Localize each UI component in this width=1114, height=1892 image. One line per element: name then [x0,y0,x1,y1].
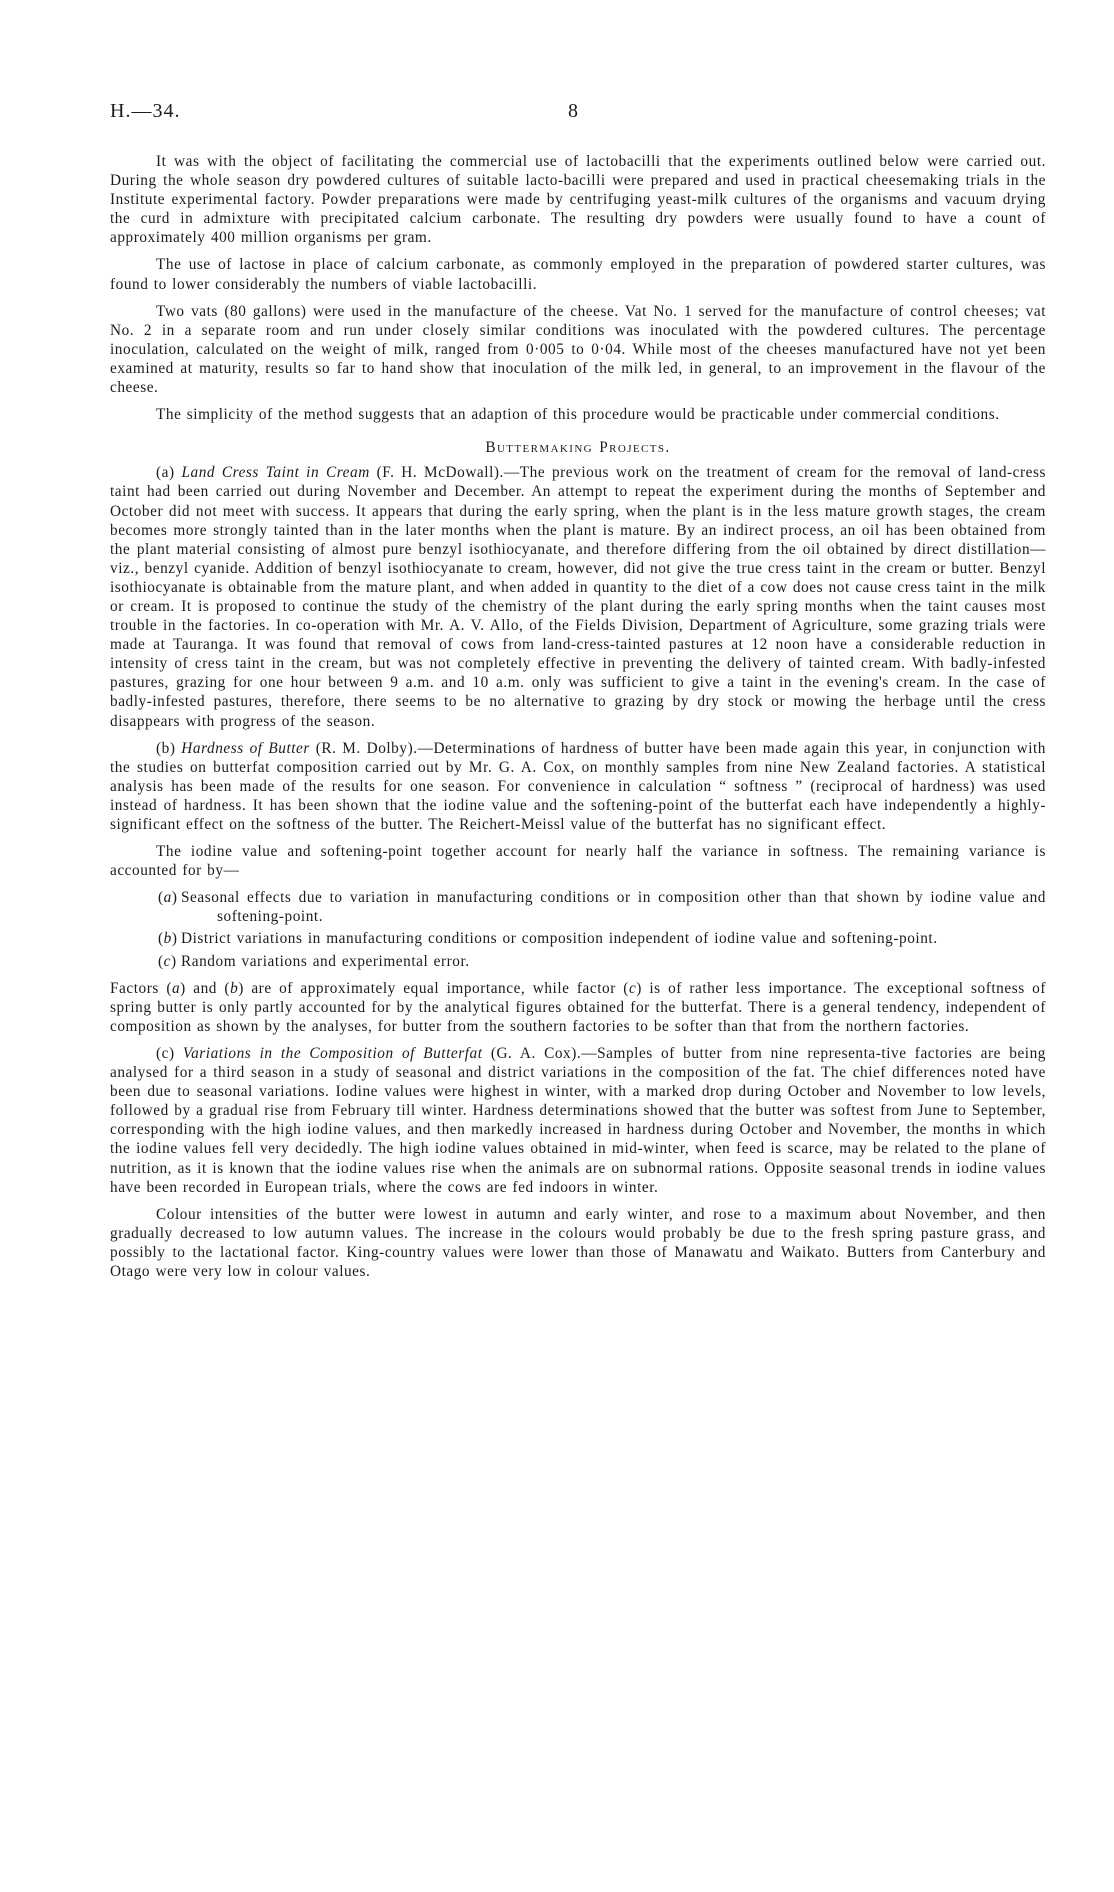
list-item-text: Random variations and experimental error. [181,952,470,970]
document-reference: H.—34. [110,100,181,122]
project-c-paragraph [110,1044,1046,1197]
project-b-label: (b) [156,739,176,757]
page-number: 8 [568,100,578,122]
project-c-text: Samples of butter from nine representa-tive factories are being analysed for a third season in a study of seasonal and district variations in the composition of the fat. The chief differences noted have been due to seasonal variations. Iodine values were highest in winter, with a marked drop during October and November to low levels, followed by a gradual rise from February till winter. Hardness determinations showed that the butter was softest from June to September, corresponding with the high iodine values, and then markedly increased in hardness during October and November, the months in which the iodine values fell very decidedly. The high iodine values obtained in mid-winter, when feed is scarce, may be related to the plane of nutrition, as it is known that the iodine values rise when the animals are on subnormal rations. Opposite seasonal trends in iodine values have been recorded in European trials, where the cows are fed indoors in winter. [110,1044,1046,1196]
project-b-paragraph [110,739,1046,834]
project-a-text: The previous work on the treatment of cream for the removal of land-cress taint had been carried out during November and December. An attempt to repeat the experiment during the months of September and October did not meet with success. It appears that during the early spring, when the plant is in the less mature growth stages, the cream becomes more strongly tainted than in the later months when the plant is mature. By an indirect process, an oil has been obtained from the plant material consisting of almost pure benzyl isothiocyanate, and therefore differing from the oil obtained by direct distillation—viz., benzyl cyanide. Addition of benzyl isothiocyanate to cream, however, did not give the true cress taint in the cream or butter. Benzyl isothiocyanate is obtainable from the mature plant, and when added in quantity to the diet of a cow does not cause cress taint in the milk or cream. It is proposed to continue the study of the chemistry of the plant during the early spring months when the taint causes most trouble in the factories. In co-operation with Mr. A. V. Allo, of the Fields Division, Department of Agriculture, some grazing trials were made at Tauranga. It was found that removal of cows from land-cress-tainted pastures at 12 noon have a considerable reduction in intensity of cress taint in the cream, but was not completely effective in preventing the delivery of tainted cream. With badly-infested pastures, grazing for one hour between 9 a.m. and 10 a.m. only was sufficient to give a taint in the evening's cream. In the case of badly-infested pastures, therefore, there seems to be no alternative to grazing by dry stock or mowing the herbage until the cress disappears with progress of the season. [110,464,1047,730]
page-header [110,100,1046,140]
paragraph-simplicity: The simplicity of the method suggests that an adaption of this procedure would be practicable under commercial conditions. [156,406,1000,424]
list-item [110,888,1046,926]
project-c-title: Variations in the Composition of Butterfat [182,1044,483,1062]
list-item [110,952,1046,971]
document-page [110,100,1046,1289]
project-c-colour-paragraph: Colour intensities of the butter were lowest in autumn and early winter, and rose to a maximum about November, and then gradually decreased to low autumn values. The increase in the colours would probably be due to the fresh spring pasture grass, and possibly to the lactational factor. King-country values were lower than those of Manawatu and Waikato. Butters from Canterbury and Otago were very low in colour values. [110,1205,1046,1280]
project-b-variance-paragraph: The iodine value and softening-point together account for nearly half the variance in softness. The remaining variance is accounted for by— [110,843,1046,880]
list-item-marker: (b) [158,930,178,948]
paragraph-vats: Two vats (80 gallons) were used in the manufacture of the cheese. Vat No. 1 served for the manufacture of control cheeses; vat No. 2 in a separate room and run under closely similar conditions was inoculated with the powdered cultures. The percentage inoculation, calculated on the weight of milk, ranged from 0·005 to 0·04. While most of the cheeses manufactured have not yet been examined at maturity, results so far to hand show that inoculation of the milk led, in general, to an improvement in the flavour of the cheese. [110,302,1046,397]
project-b-title: Hardness of Butter [181,739,310,757]
project-a-author: (F. H. McDowall).— [376,464,520,482]
variance-factor-list [110,888,1046,970]
section-heading-buttermaking: Buttermaking Projects. [485,439,671,457]
project-a-paragraph [110,463,1046,730]
list-item-marker: (c) [158,952,177,970]
project-a-label: (a) [156,464,175,482]
project-a-title: Land Cress Taint in Cream [181,464,370,482]
project-c-label: (c) [156,1044,175,1062]
list-item-text: District variations in manufacturing conditions or composition independent of iodine value and softening-point. [181,930,938,948]
page-content [110,152,1046,1281]
list-item [110,929,1046,948]
paragraph-lactobacilli-intro: It was with the object of facilitating the commercial use of lactobacilli that the experiments outlined below were carried out. During the whole season dry powdered cultures of suitable lacto-bacilli were prepared and used in practical cheesemaking trials in the Institute experimental factory. Powder preparations were made by centrifuging yeast-milk cultures of the organisms and vacuum drying the curd in admixture with precipitated calcium carbonate. The resulting dry powders were usually found to have a count of approximately 400 million organisms per gram. [110,153,1046,247]
project-b-text: Determinations of hardness of butter have been made again this year, in conjunction with the studies on butterfat composition carried out by Mr. G. A. Cox, on monthly samples from nine New Zealand factories. A statistical analysis has been made of the results for one season. For convenience in calculation “ softness ” (reciprocal of hardness) was used instead of hardness. It has been shown that the iodine value and the softening-point of the butterfat each have independently a highly-significant effect on the softness of the butter. The Reichert-Meissl value of the butterfat has no significant effect. [110,739,1046,833]
list-item-text: Seasonal effects due to variation in manufacturing conditions or in composition other than that shown by iodine value and softening-point. [181,889,1046,926]
project-b-factors-paragraph: Factors (a) and (b) are of approximately equal importance, while factor (c) is of rather less importance. The exceptional softness of spring butter is only partly accounted for by the analytical figures obtained for the butterfat. There is a general tendency, independent of composition as shown by the analyses, for butter from the southern factories to be softer than that from the northern factories. [110,979,1046,1035]
paragraph-lactose: The use of lactose in place of calcium carbonate, as commonly employed in the preparation of powdered starter cultures, was found to lower considerably the numbers of viable lactobacilli. [110,256,1046,293]
project-b-author: (R. M. Dolby).— [315,739,434,757]
list-item-marker: (a) [158,889,178,907]
project-c-author: (G. A. Cox).— [490,1044,598,1062]
